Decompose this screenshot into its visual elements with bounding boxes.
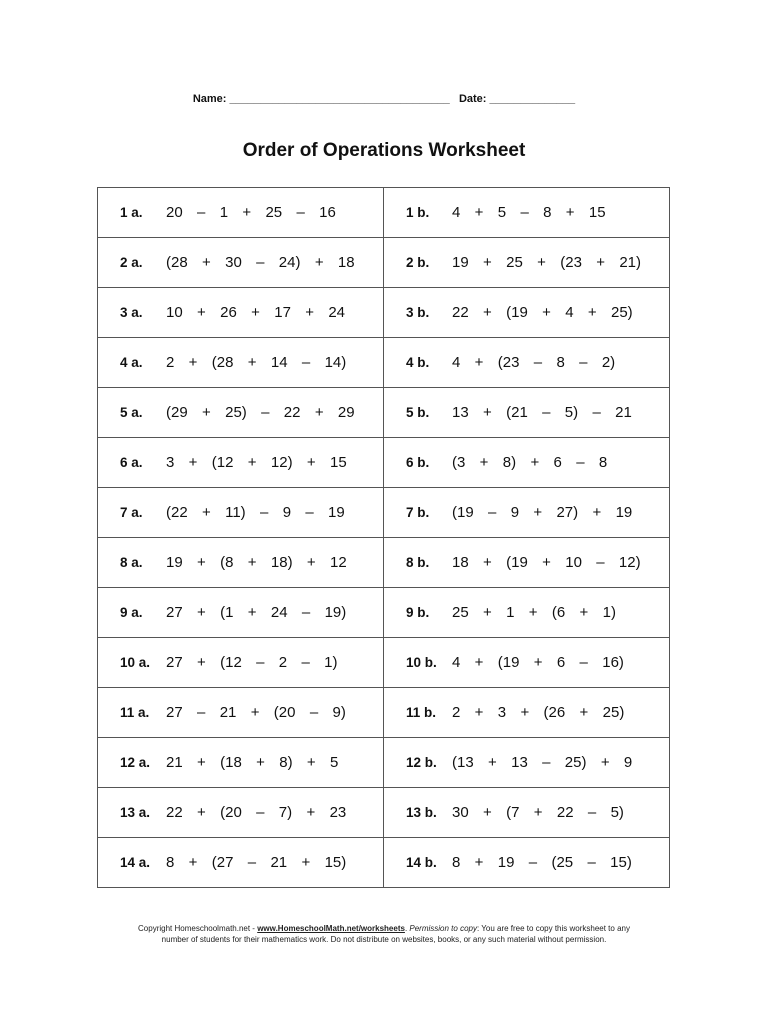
problem-row <box>98 688 670 738</box>
problem-cell-a <box>98 788 384 838</box>
name-label: Name: <box>192 93 227 105</box>
footer-copyright: Copyright Homeschoolmath.net - <box>138 924 258 933</box>
footer-line-1: Copyright Homeschoolmath.net - www.HomeschoolMath.net/worksheets. Permission to copy: You are free to copy this worksheet to any <box>138 924 630 933</box>
problem-cell-a <box>98 838 384 888</box>
problem-label: 14 b. <box>406 855 437 870</box>
problem-cell-b <box>384 838 670 888</box>
problem-expression: (22 + 11) – 9 – 19 <box>166 504 345 521</box>
problem-expression: 22 + (20 – 7) + 23 <box>166 804 347 821</box>
problem-row <box>98 288 670 338</box>
problem-row <box>98 338 670 388</box>
problem-cell-b <box>384 788 670 838</box>
problem-row <box>98 588 670 638</box>
problem-expression: 2 + 3 + (26 + 25) <box>452 704 625 721</box>
problem-cell-b <box>384 638 670 688</box>
problem-label: 1 b. <box>406 205 430 220</box>
problem-label: 8 a. <box>120 555 143 570</box>
problem-label: 6 a. <box>120 455 143 470</box>
problem-cell-b <box>384 488 670 538</box>
problem-label: 4 a. <box>120 355 143 370</box>
problem-cell-a <box>98 238 384 288</box>
problem-row <box>98 188 670 238</box>
problem-expression: 27 – 21 + (20 – 9) <box>166 704 346 721</box>
problem-cell-a <box>98 288 384 338</box>
problem-expression: 20 – 1 + 25 – 16 <box>166 204 336 221</box>
problem-cell-b <box>384 338 670 388</box>
name-date-line <box>0 93 768 105</box>
problem-cell-a <box>98 488 384 538</box>
problem-label: 3 b. <box>406 305 430 320</box>
problem-row <box>98 788 670 838</box>
problem-expression: 19 + 25 + (23 + 21) <box>452 254 642 271</box>
problem-cell-a <box>98 738 384 788</box>
problem-cell-a <box>98 588 384 638</box>
problem-label: 11 b. <box>406 705 437 720</box>
problem-expression: (19 – 9 + 27) + 19 <box>452 504 633 521</box>
problem-expression: 30 + (7 + 22 – 5) <box>452 804 624 821</box>
problem-label: 2 b. <box>406 255 430 270</box>
problem-cell-b <box>384 288 670 338</box>
problem-expression: 27 + (12 – 2 – 1) <box>166 654 338 671</box>
problem-expression: (13 + 13 – 25) + 9 <box>452 754 633 771</box>
footer-line-2: number of students for their mathematics work. Do not distribute on websites, books, or any such material without permission. <box>161 935 607 944</box>
problem-expression: 19 + (8 + 18) + 12 <box>166 554 347 571</box>
problem-label: 7 a. <box>120 505 143 520</box>
problem-label: 9 a. <box>120 605 143 620</box>
problem-expression: 8 + 19 – (25 – 15) <box>452 854 632 871</box>
problem-row <box>98 738 670 788</box>
problem-cell-b <box>384 238 670 288</box>
problem-cell-a <box>98 538 384 588</box>
problem-label: 6 b. <box>406 455 430 470</box>
problem-expression: 22 + (19 + 4 + 25) <box>452 304 633 321</box>
problem-label: 12 a. <box>120 755 151 770</box>
problem-cell-a <box>98 188 384 238</box>
problem-cell-b <box>384 538 670 588</box>
problem-cell-a <box>98 388 384 438</box>
problem-expression: (3 + 8) + 6 – 8 <box>452 454 608 471</box>
footer-link[interactable]: www.HomeschoolMath.net/worksheets <box>257 924 405 933</box>
problem-row <box>98 438 670 488</box>
problem-label: 1 a. <box>120 205 143 220</box>
footer-permission-text: : You are free to copy this worksheet to any <box>476 924 630 933</box>
problem-cell-b <box>384 188 670 238</box>
problem-label: 5 b. <box>406 405 430 420</box>
problem-row <box>98 388 670 438</box>
problem-label: 3 a. <box>120 305 143 320</box>
problems-table <box>97 187 670 888</box>
problem-expression: 13 + (21 – 5) – 21 <box>452 404 632 421</box>
date-label: Date: <box>458 93 487 105</box>
problem-cell-a <box>98 638 384 688</box>
problem-cell-a <box>98 688 384 738</box>
footer <box>0 923 768 945</box>
problem-expression: 4 + 5 – 8 + 15 <box>452 204 606 221</box>
problem-row <box>98 488 670 538</box>
problem-label: 11 a. <box>120 705 150 720</box>
problem-label: 10 a. <box>120 655 151 670</box>
problem-cell-a <box>98 438 384 488</box>
problem-label: 10 b. <box>406 655 437 670</box>
problem-expression: 2 + (28 + 14 – 14) <box>166 354 347 371</box>
problem-label: 14 a. <box>120 855 151 870</box>
problem-label: 13 b. <box>406 805 437 820</box>
problem-expression: 25 + 1 + (6 + 1) <box>452 604 616 621</box>
problem-label: 9 b. <box>406 605 430 620</box>
problem-expression: 18 + (19 + 10 – 12) <box>452 554 641 571</box>
problem-cell-b <box>384 588 670 638</box>
problem-label: 7 b. <box>406 505 430 520</box>
problem-row <box>98 238 670 288</box>
problem-label: 13 a. <box>120 805 151 820</box>
problem-expression: (28 + 30 – 24) + 18 <box>166 254 355 271</box>
problem-row <box>98 638 670 688</box>
problem-cell-a <box>98 338 384 388</box>
problem-expression: 10 + 26 + 17 + 24 <box>166 304 346 321</box>
problem-cell-b <box>384 388 670 438</box>
problem-expression: 4 + (19 + 6 – 16) <box>452 654 624 671</box>
problem-label: 5 a. <box>120 405 143 420</box>
problem-label: 2 a. <box>120 255 143 270</box>
problem-row <box>98 838 670 888</box>
problem-cell-b <box>384 738 670 788</box>
problems-body <box>98 188 670 888</box>
problem-label: 12 b. <box>406 755 437 770</box>
problem-expression: 8 + (27 – 21 + 15) <box>166 854 347 871</box>
problem-label: 4 b. <box>406 355 430 370</box>
problem-expression: (29 + 25) – 22 + 29 <box>166 404 355 421</box>
worksheet-title: Order of Operations Worksheet <box>242 140 526 161</box>
problem-cell-b <box>384 438 670 488</box>
problem-expression: 21 + (18 + 8) + 5 <box>166 754 339 771</box>
problem-expression: 3 + (12 + 12) + 15 <box>166 454 347 471</box>
problem-expression: 4 + (23 – 8 – 2) <box>452 354 616 371</box>
name-blank[interactable]: ____________________________________ <box>229 93 450 105</box>
problem-cell-b <box>384 688 670 738</box>
problem-expression: 27 + (1 + 24 – 19) <box>166 604 347 621</box>
date-blank[interactable]: ______________ <box>489 93 576 105</box>
problem-row <box>98 538 670 588</box>
problem-label: 8 b. <box>406 555 430 570</box>
footer-permission-label: Permission to copy <box>409 924 477 933</box>
